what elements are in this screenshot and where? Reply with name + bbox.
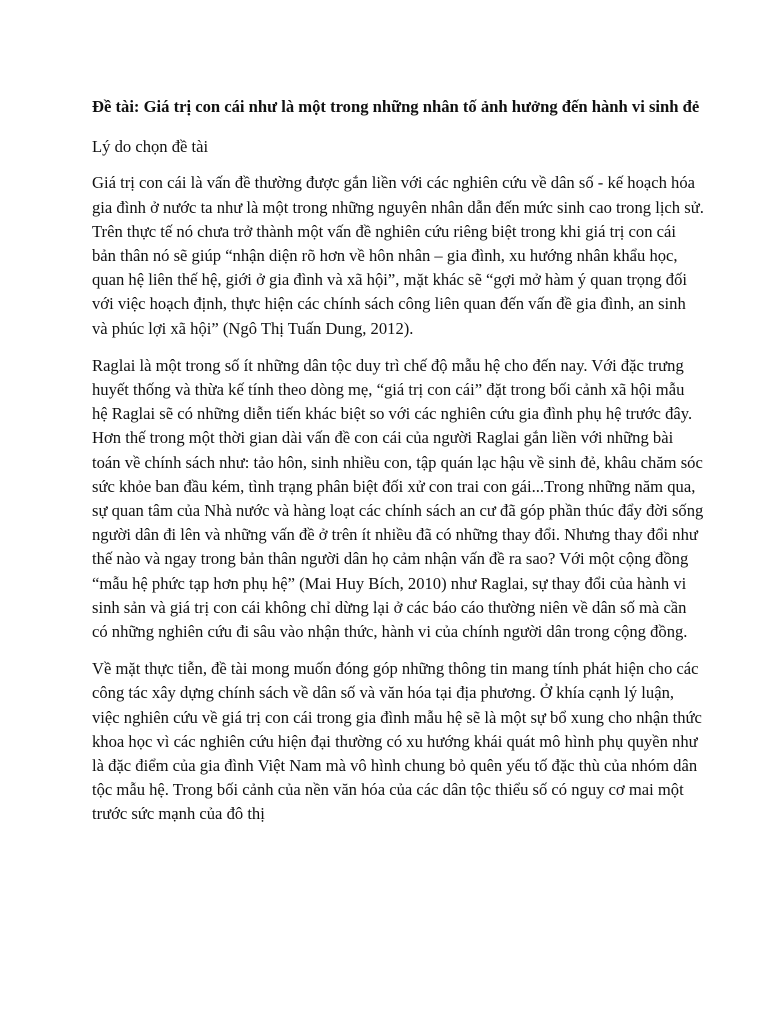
paragraph-2: Raglai là một trong số ít những dân tộc duy trì chế độ mẫu hệ cho đến nay. Với đặc trưng huyết thống và thừa kế tính theo dòng mẹ, “giá trị con cái” đặt trong bối cảnh xã hội mẫu hệ Raglai sẽ có những diễn tiến khác biệt so với các nghiên cứu gia đình phụ hệ trước đây. Hơn thế trong một thời gian dài vấn đề con cái của người Raglai gắn liền với những bài toán về chính sách như: tảo hôn, sinh nhiều con, tập quán lạc hậu về sinh đẻ, khâu chăm sóc sức khỏe ban đầu kém, tình trạng phân biệt đối xử con trai con gái...Trong những năm qua, sự quan tâm của Nhà nước và hàng loạt các chính sách an cư đã góp phần thúc đẩy đời sống người dân đi lên và những vấn đề ở trên ít nhiều đã có những thay đổi. Nhưng thay đổi như thế nào và ngay trong bản thân người dân họ cảm nhận vấn đề ra sao? Với một cộng đồng “mẫu hệ phức tạp hơn phụ hệ” (Mai Huy Bích, 2010) như Raglai, sự thay đổi của hành vi sinh sản và giá trị con cái không chỉ dừng lại ở các báo cáo thường niên về dân số mà cần có những nghiên cứu đi sâu vào nhận thức, hành vi của chính người dân trong cộng đồng.: [92, 355, 704, 642]
paragraph-3: Về mặt thực tiễn, đề tài mong muốn đóng góp những thông tin mang tính phát hiện cho các công tác xây dựng chính sách về dân số và văn hóa tại địa phương. Ở khía cạnh lý luận, việc nghiên cứu về giá trị con cái trong gia đình mẫu hệ sẽ là một sự bổ xung cho nhận thức khoa học vì các nghiên cứu hiện đại thường có xu hướng khái quát mô hình phụ quyền như là đặc điểm của gia đình Việt Nam mà vô hình chung bỏ quên yếu tố đặc thù của nhóm dân tộc mẫu hệ. Trong bối cảnh của nền văn hóa của các dân tộc thiểu số có nguy cơ mai một trước sức mạnh của đô thị: [92, 659, 702, 824]
document-title: Đề tài: Giá trị con cái như là một trong những nhân tố ảnh hưởng đến hành vi sinh đẻ: [92, 97, 700, 116]
document-page: [92, 95, 704, 840]
paragraph-1: Giá trị con cái là vấn đề thường được gắn liền với các nghiên cứu về dân số - kế hoạch hóa gia đình ở nước ta như là một trong những nguyên nhân dẫn đến mức sinh cao trong lịch sử. Trên thực tế nó chưa trở thành một vấn đề nghiên cứu riêng biệt trong khi giá trị con cái bản thân nó sẽ giúp “nhận diện rõ hơn về hôn nhân – gia đình, xu hướng nhân khẩu học, quan hệ liên thế hệ, giới ở gia đình và xã hội”, mặt khác sẽ “gợi mở hàm ý quan trọng đối với việc hoạch định, thực hiện các chính sách công liên quan đến vấn đề gia đình, an sinh và phúc lợi xã hội” (Ngô Thị Tuấn Dung, 2012).: [92, 173, 704, 338]
section-heading: Lý do chọn đề tài: [92, 137, 209, 157]
